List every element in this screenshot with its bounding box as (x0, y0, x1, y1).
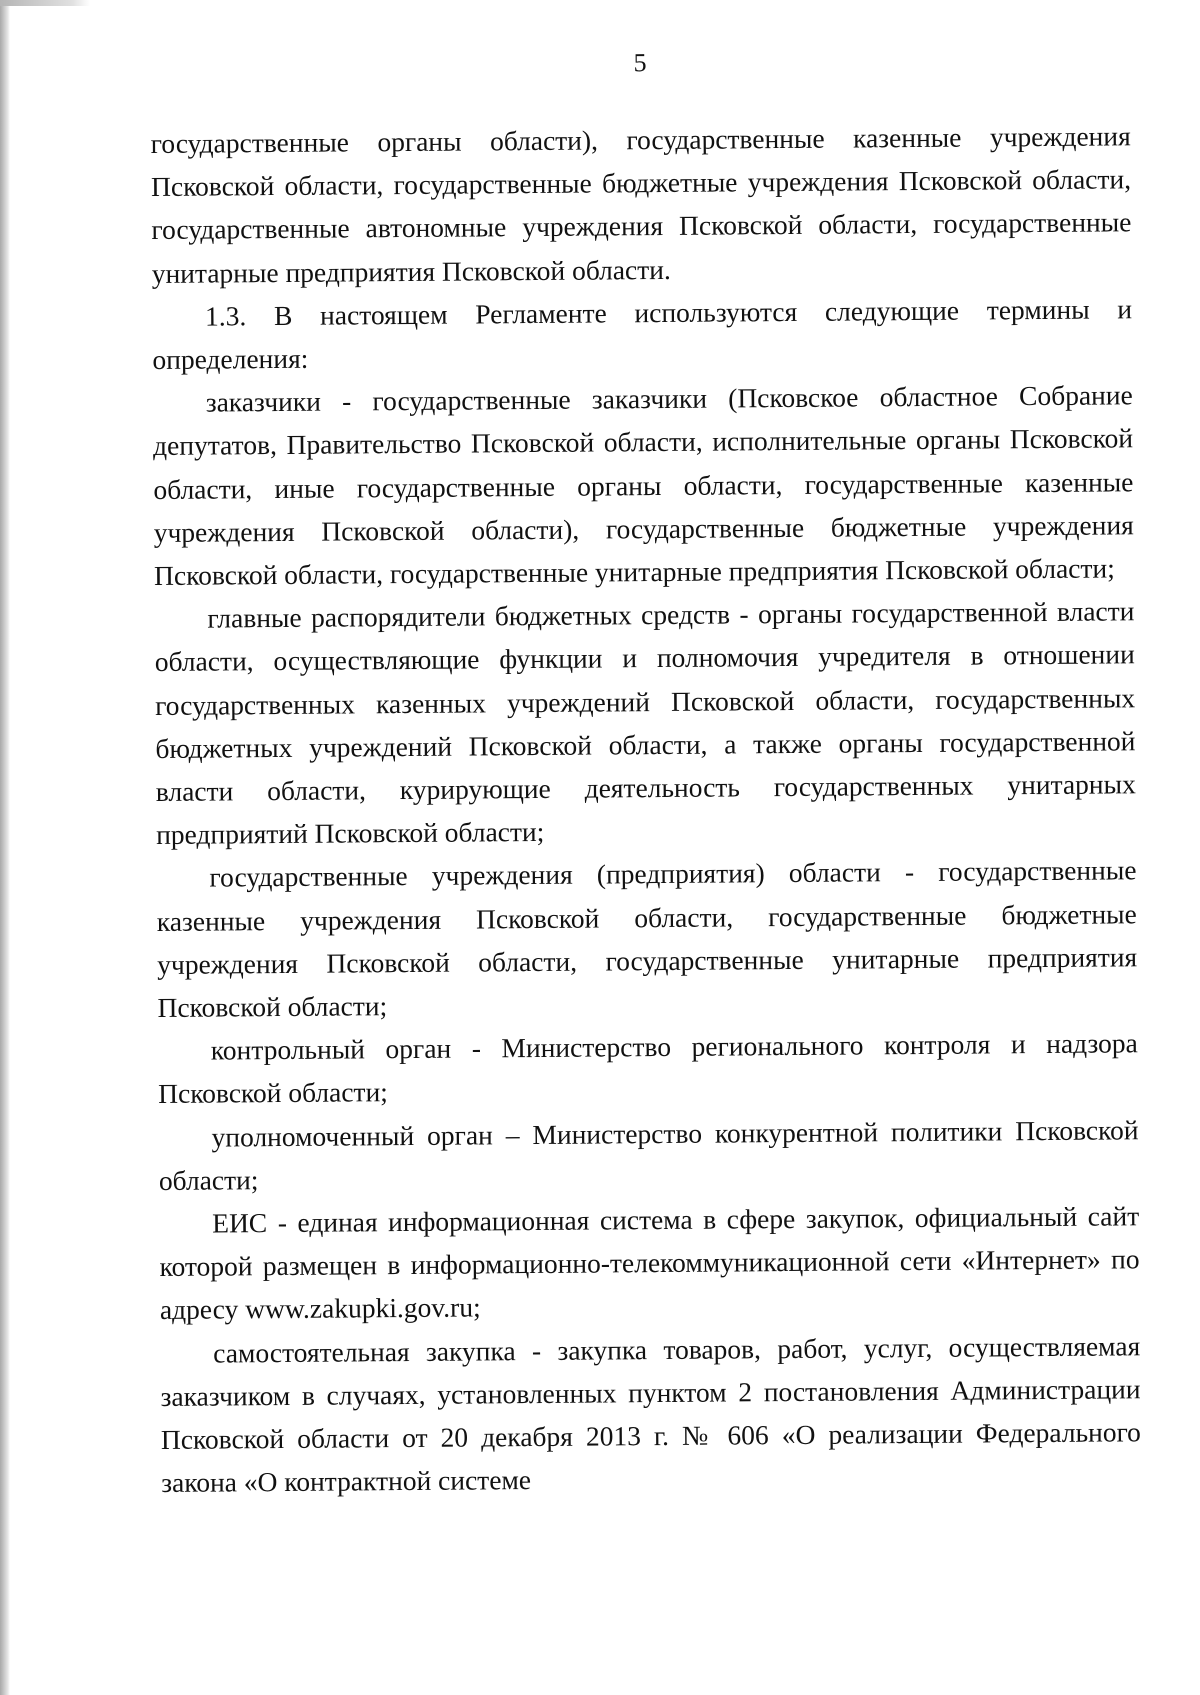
paragraph: главные распорядители бюджетных средств - органы государственной власти области, осуществляющие функции и полномочия учредителя в отношении государственных казенных учреждений Псковской области, государственных бюджетных учреждений Псковской области, а также органы государственной власти области, курирующие деятельность государственных унитарных предприятий Псковской области; (154, 595, 1136, 851)
paragraph: контрольный орган - Министерство регионального контроля и надзора Псковской области; (158, 1027, 1138, 1110)
paragraph: ЕИС - единая информационная система в сфере закупок, официальный сайт которой размещен в информационно-телекоммуникационной сети «Интернет» по адресу www.zakupki.gov.ru; (159, 1200, 1140, 1326)
scan-left-edge-shadow (0, 0, 10, 1695)
scan-top-corner-mark (0, 0, 90, 6)
paragraph: уполномоченный орган – Министерство конкурентной политики Псковской области; (158, 1113, 1139, 1196)
paragraph: самостоятельная закупка - закупка товаров, работ, услуг, осуществляемая заказчиком в случаях, установленных пунктом 2 постановления Администрации Псковской области от 20 декабря 2013 г. № 606 «О реализации Федерального закона «О контрактной системе (160, 1329, 1141, 1499)
paragraph: заказчики - государственные заказчики (Псковское областное Собрание депутатов, Правительство Псковской области, исполнительные органы Псковской области, иные государственные органы области, государственные казенные учреждения Псковской области), государственные бюджетные учреждения Псковской области, государственные унитарные предприятия Псковской области; (152, 379, 1134, 592)
document-body (151, 114, 1142, 1504)
document-page (150, 44, 1141, 1504)
paragraph: государственные учреждения (предприятия) области - государственные казенные учреждения Псковской области, государственные бюджетные учреждения Псковской области, государственные унитарные предприятия Псковской области; (156, 854, 1138, 1024)
paragraph: государственные органы области), государственные казенные учреждения Псковской области, государственные бюджетные учреждения Псковской области, государственные автономные учреждения Псковской области, государственные унитарные предприятия Псковской области. (150, 120, 1132, 289)
paragraph: 1.3. В настоящем Регламенте используются следующие термины и определения: (152, 293, 1133, 376)
page-number: 5 (633, 48, 647, 78)
